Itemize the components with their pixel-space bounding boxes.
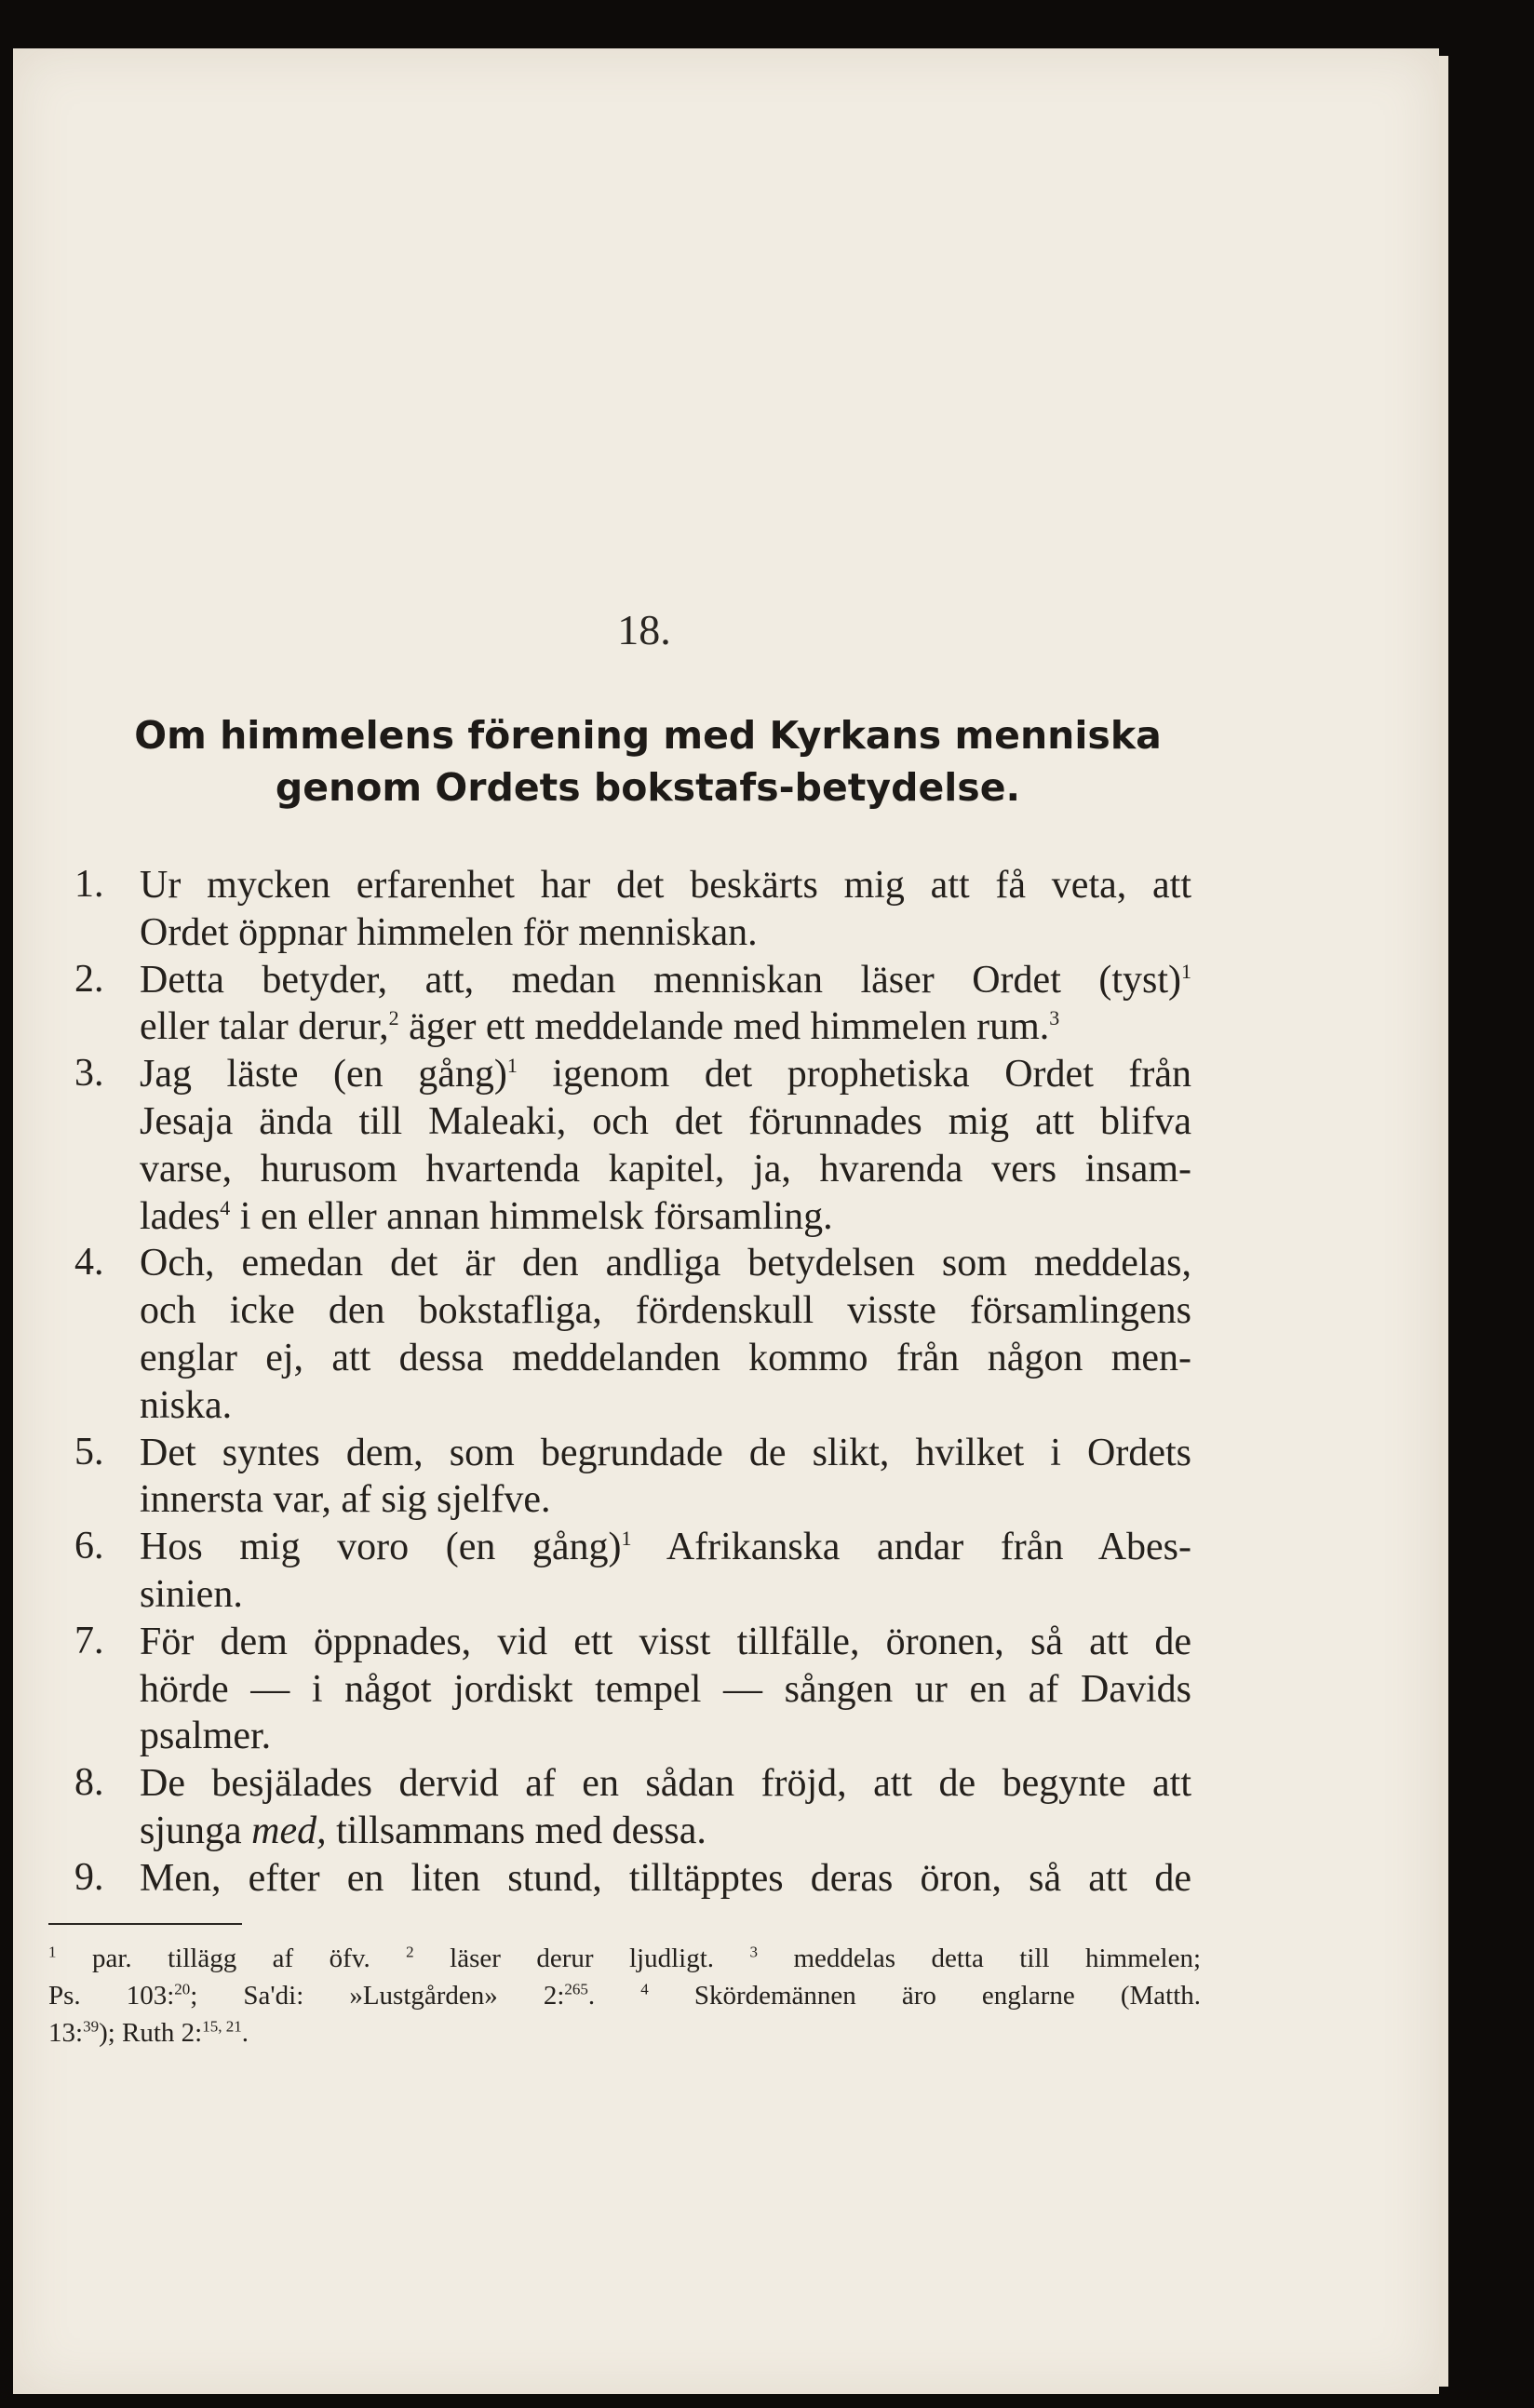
paragraph-number: 6. [74,1525,104,1568]
text-line: psalmer. [140,1715,272,1758]
footnote-text: ; Sa'di: »Lustgården» 2: [190,1981,565,2011]
text-line: Jesaja ända till Maleaki, och det förunnades mig att blifva [140,1099,1191,1143]
text-line: och icke den bokstafliga, fördenskull visste församlingens [140,1289,1191,1333]
footnote-marker: 4 [220,1195,231,1219]
footnote-marker: 1 [506,1054,518,1078]
footnote-text: par. tillägg af öfv. [91,1944,370,1973]
paragraph-7 [74,1619,1191,1760]
footnote-mark: 1 [48,1943,57,1961]
footnote-mark: 4 [640,1980,649,1998]
page-number: 18. [617,606,671,653]
text-line: englar ej, att dessa meddelanden kommo från någon men- [140,1336,1191,1379]
footnote-verse: 265 [564,1980,588,1998]
footnote-text: Ps. 103: [48,1981,175,2011]
paragraph-6 [74,1524,1191,1619]
text-segment: Hos mig voro (en gång) [140,1526,622,1569]
paragraph-9 [74,1855,1191,1903]
text-segment: i en eller annan himmelsk församling. [239,1194,833,1238]
footnote-mark: 3 [749,1943,759,1961]
footnote-marker: 1 [1181,959,1191,983]
paragraph-2 [74,957,1191,1052]
text-line [140,1193,1191,1241]
text-line [140,957,1191,1004]
footnote-line [48,1977,1201,2014]
heading-line-2: genom Ordets bokstafs-betydelse. [275,765,1021,810]
paragraph-number: 4. [74,1241,104,1285]
footnote-text: läser derur ljudligt. [450,1944,715,1973]
text-line [140,1051,1191,1098]
text-segment: igenom det prophetiska Ordet från [552,1053,1192,1096]
text-line: Det syntes dem, som begrundade de slikt, hvilket i Ordets [140,1431,1191,1474]
footnote-divider [48,1923,242,1925]
text-segment: sjunga [140,1809,242,1852]
heading-line-1: Om himmelens förening med Kyrkans menniska [134,713,1162,758]
footnote-text: meddelas detta till himmelen; [793,1944,1202,1973]
paragraph-number: 9. [74,1855,104,1899]
text-segment: lades [140,1194,221,1238]
text-segment: Afrikanska andar från Abes- [666,1526,1191,1569]
footnote-marker: 3 [1049,1006,1060,1030]
footnote-line [48,1940,1201,1977]
footnote-text: Skördemännen äro englarne (Matth. [693,1981,1202,2011]
body-text [74,862,1191,1903]
paragraph-1 [74,862,1191,957]
text-line: hörde — i något jordiskt tempel — sången ur en af Davids [140,1667,1191,1711]
footnote-text: 13: [48,2018,84,2048]
text-line [140,1808,1191,1855]
paragraph-8 [74,1760,1191,1855]
footnote-verse: 15, 21 [202,2017,242,2036]
text-segment: Detta betyder, att, medan menniskan läser Ordet (tyst) [140,958,1181,1002]
paragraph-number: 3. [74,1052,104,1096]
footnotes [48,1940,1201,2052]
footnote-text: . [241,2018,249,2048]
text-line: sinien. [140,1572,243,1616]
paragraph-3 [74,1051,1191,1240]
footnote-text: . [587,1981,596,2011]
text-segment: eller talar derur, [140,1005,389,1049]
text-segment: tillsammans med dessa. [336,1809,706,1852]
page-edge [1439,56,1448,2387]
footnote-marker: 2 [388,1006,399,1030]
paragraph-number: 7. [74,1619,104,1662]
footnote-marker: 1 [621,1527,632,1551]
text-line: Och, emedan det är den andliga betydelsen som meddelas, [140,1242,1191,1285]
paragraph-4 [74,1240,1191,1429]
paragraph-5 [74,1430,1191,1525]
text-line [140,1003,1191,1051]
emphasis-text: med, [251,1809,327,1852]
text-line: varse, hurusom hvartenda kapitel, ja, hvarenda vers insam- [140,1147,1191,1191]
text-line: De besjälades dervid af en sådan fröjd, att de begynte att [140,1762,1191,1806]
paragraph-number: 1. [74,863,104,906]
paragraph-number: 5. [74,1430,104,1473]
text-line [140,1524,1191,1571]
text-line: innersta var, af sig sjelfve. [140,1478,551,1522]
text-segment: Jag läste (en gång) [140,1053,507,1096]
footnote-line [48,2014,1201,2052]
paragraph-number: 8. [74,1761,104,1805]
paragraph-number: 2. [74,957,104,1001]
footnote-mark: 2 [406,1943,414,1961]
text-line: Ur mycken erfarenhet har det beskärts mig att få veta, att [140,864,1191,907]
footnote-verse: 20 [174,1980,191,1998]
text-line: Men, efter en liten stund, tilltäpptes deras öron, så att de [140,1856,1191,1900]
text-line: För dem öppnades, vid ett visst tillfälle, öronen, så att de [140,1620,1191,1663]
text-segment: äger ett meddelande med himmelen rum. [409,1005,1050,1049]
footnote-verse: 39 [83,2017,100,2036]
chapter-heading [89,709,1206,814]
text-line: Ordet öppnar himmelen för menniskan. [140,910,758,954]
footnote-text: ); Ruth 2: [99,2018,203,2048]
text-line: niska. [140,1383,233,1427]
